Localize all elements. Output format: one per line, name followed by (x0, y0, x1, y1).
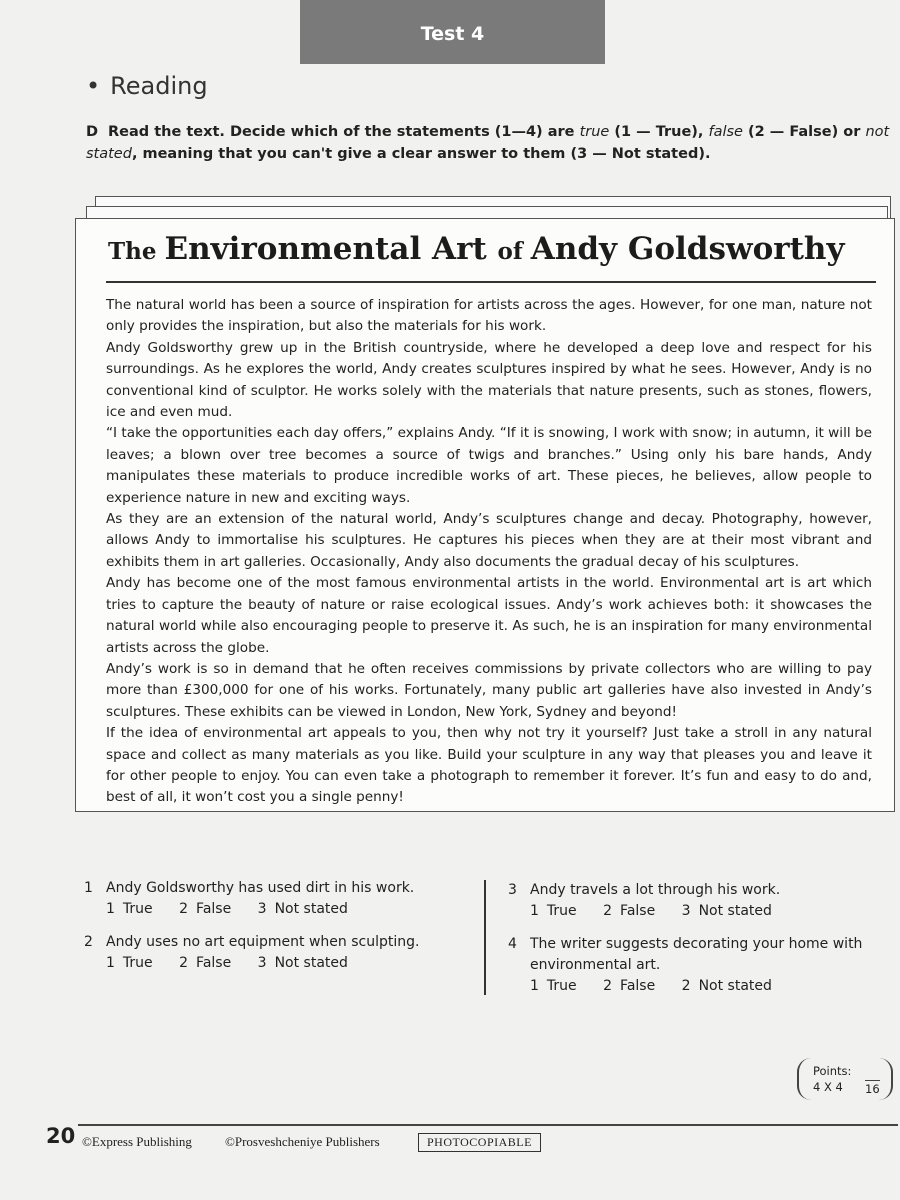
bullet: • (86, 72, 101, 100)
publisher-express: ©Express Publishing (82, 1134, 192, 1149)
question-options (106, 953, 474, 974)
question-options (106, 899, 474, 920)
instruction-part-3: (2 — False) or (742, 124, 866, 140)
title-of: of (497, 238, 531, 265)
question-text: Andy travels a lot through his work. (530, 882, 781, 898)
article-paragraph: “I take the opportunities each day offers,” explains Andy. “If it is snowing, I work with snow; in autumn, it will be leaves; a blown over tree becomes a source of twigs and branches.” Using only his bare hands, Andy manipulates these materials to produce incredible works of art. These pieces, he believes, allow people to experience nature in new and exciting ways. (106, 425, 872, 506)
article-paragraph: As they are an extension of the natural world, Andy’s sculptures change and decay. Photography, however, allows Andy to immortalise his sculptures. He captures his pieces when they are at their most vibrant and exhibits them in art galleries. Occasionally, Andy also documents the gradual decay of his sculptures. (106, 511, 872, 570)
option-not-stated[interactable]: 3 Not stated (257, 901, 348, 917)
option-true[interactable]: 1 True (530, 903, 577, 919)
instruction-false-word: false (708, 124, 743, 140)
article-title (108, 231, 878, 267)
question-1 (84, 878, 474, 920)
question-2 (84, 932, 474, 974)
option-true[interactable]: 1 True (106, 901, 153, 917)
publisher-prosveshcheniye: ©Prosveshcheniye Publishers (225, 1134, 380, 1149)
task-instruction (86, 121, 896, 165)
question-3 (508, 880, 893, 922)
option-true[interactable]: 1 True (106, 955, 153, 971)
question-number: 4 (508, 936, 517, 952)
points-label: Points: (813, 1064, 852, 1078)
test-title: Test 4 (420, 23, 485, 45)
article-paragraph: Andy’s work is so in demand that he often receives commissions by private collectors who are willing to pay more than £300,000 for one of his works. Fortunately, many public art galleries have also invested in Andy’s sculptures. These exhibits can be viewed in London, New York, Sydney and beyond! (106, 660, 872, 720)
task-letter: D (86, 124, 99, 140)
option-true[interactable]: 1 True (530, 978, 577, 994)
instruction-part-1: Read the text. Decide which of the statements (1—4) are (108, 124, 580, 140)
points-total: 16 (865, 1082, 880, 1096)
test-tab (300, 0, 605, 64)
instruction-true-word: true (579, 124, 610, 140)
question-text: Andy Goldsworthy has used dirt in his work. (106, 880, 415, 896)
option-false[interactable]: 2 False (179, 955, 232, 971)
article-body (106, 295, 872, 809)
title-name: Andy Goldsworthy (530, 231, 845, 267)
points-box (797, 1058, 893, 1100)
option-not-stated[interactable]: 3 Not stated (681, 903, 772, 919)
question-divider (484, 880, 486, 995)
instruction-part-4: , meaning that you can't give a clear answer to them (3 — Not stated). (131, 146, 711, 162)
option-not-stated[interactable]: 2 Not stated (681, 978, 772, 994)
title-the: The (108, 238, 165, 265)
question-options (530, 901, 893, 922)
footer-rule (78, 1124, 898, 1126)
section-heading (86, 72, 208, 100)
article-card (75, 218, 895, 812)
option-not-stated[interactable]: 3 Not stated (257, 955, 348, 971)
title-environmental-art: Environmental Art (164, 231, 498, 267)
title-rule (106, 281, 876, 283)
article-paragraph: Andy Goldsworthy grew up in the British countryside, where he developed a deep love and respect for his surroundings. As he explores the world, Andy creates sculptures inspired by what he sees. However, Andy is no conventional kind of sculptor. He works solely with the materials that nature presents, such as stones, flowers, ice and even mud. (106, 339, 872, 421)
question-options (530, 976, 893, 997)
points-multiplier: 4 X 4 (813, 1080, 843, 1094)
photocopiable-badge: PHOTOCOPIABLE (418, 1133, 541, 1152)
question-number: 3 (508, 882, 517, 898)
question-text: The writer suggests decorating your home with environmental art. (530, 936, 863, 973)
question-4 (508, 934, 893, 997)
option-false[interactable]: 2 False (603, 903, 656, 919)
article-paragraph: If the idea of environmental art appeals to you, then why not try it yourself? Just take a stroll in any natural space and collect as many materials as you like. Build your sculpture in any way that pleases you and leave it for other people to enjoy. You can even take a photograph to remember it forever. It’s fun and easy to do and, best of all, it won’t cost you a single penny! (106, 725, 872, 806)
question-text: Andy uses no art equipment when sculpting. (106, 934, 420, 950)
instruction-part-2: (1 — True), (609, 124, 709, 140)
section-title: Reading (110, 72, 208, 100)
article-paragraph: The natural world has been a source of inspiration for artists across the ages. However, for one man, nature not only provides the inspiration, but also the materials for his work. (106, 297, 872, 335)
question-number: 2 (84, 934, 93, 950)
option-false[interactable]: 2 False (179, 901, 232, 917)
instruction-not-stated-word: not stated (86, 124, 890, 162)
article-paragraph: Andy has become one of the most famous environmental artists in the world. Environmental art is art which tries to capture the beauty of nature or raise ecological issues. Andy’s work achieves both: it showcases the natural world while also encouraging people to preserve it. As such, he is an inspiration for many environmental artists across the globe. (106, 575, 872, 656)
question-number: 1 (84, 880, 93, 896)
page-number: 20 (46, 1124, 76, 1148)
option-false[interactable]: 2 False (603, 978, 656, 994)
